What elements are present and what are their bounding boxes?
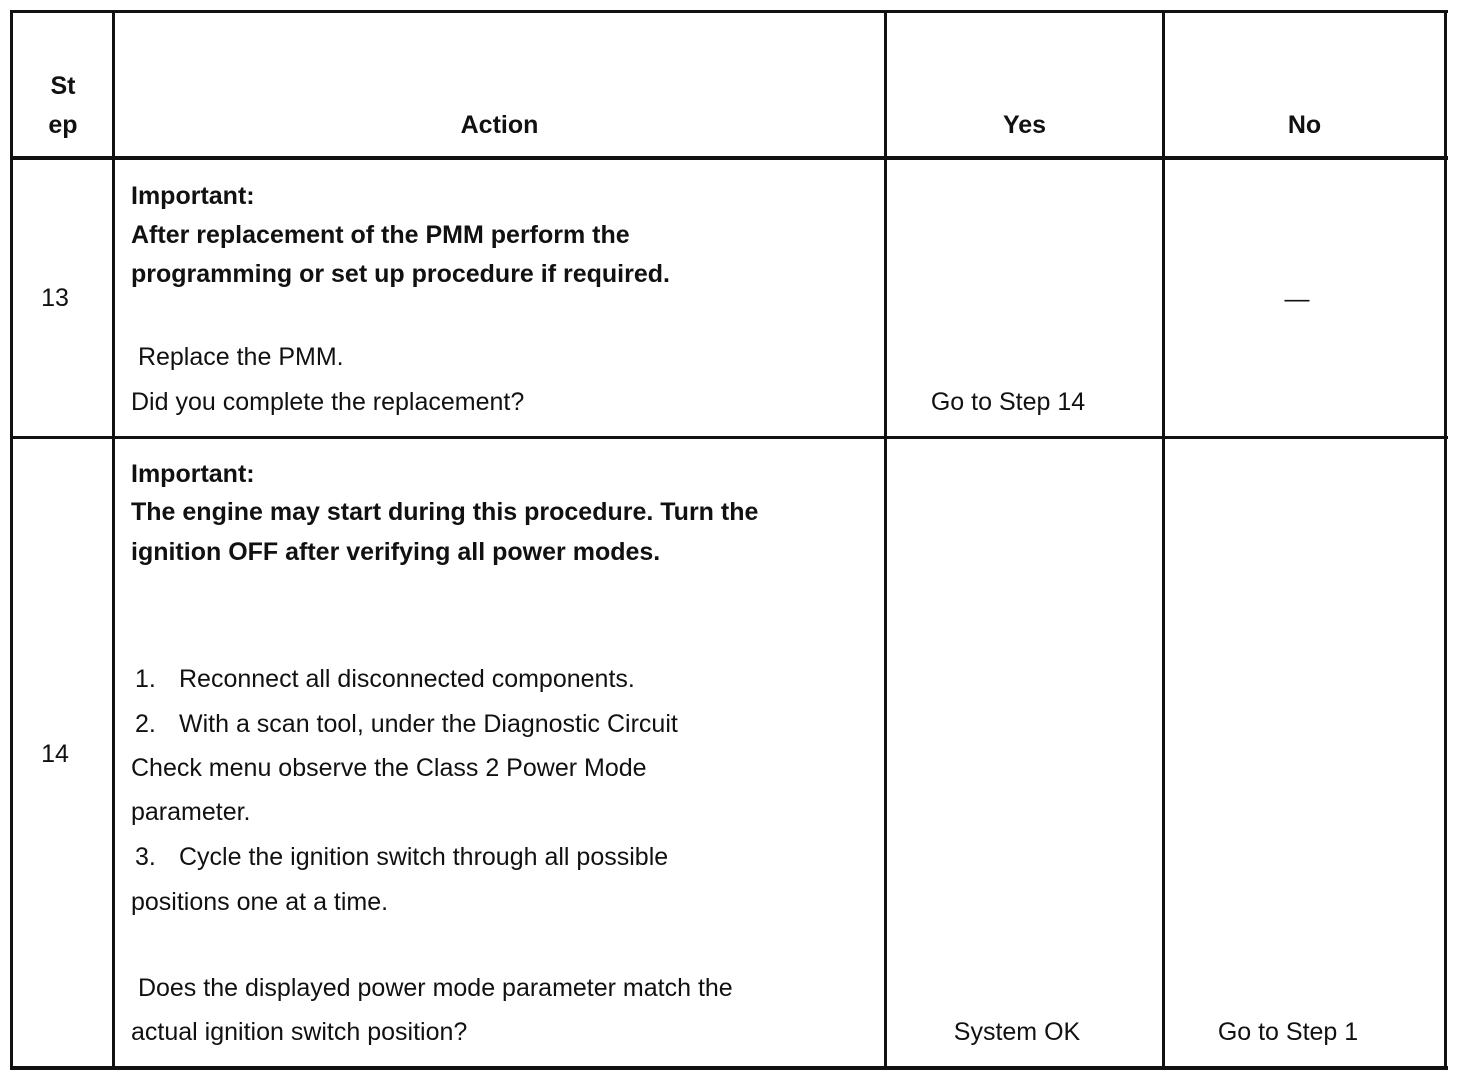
- row-divider: [10, 436, 1448, 439]
- list-item-continuation: parameter.: [131, 798, 251, 826]
- list-number: 2.: [135, 710, 156, 738]
- list-item-text: With a scan tool, under the Diagnostic Circuit: [179, 710, 678, 738]
- column-divider-step: [112, 10, 115, 1070]
- header-action: Action: [460, 111, 539, 139]
- important-label: Important:: [131, 460, 255, 488]
- table-top-border: [10, 10, 1448, 13]
- list-item-continuation: Check menu observe the Class 2 Power Mode: [131, 754, 647, 782]
- header-step-line1: St: [50, 72, 76, 100]
- action-text-line: Replace the PMM.: [131, 343, 344, 371]
- no-result: Go to Step 1: [1217, 1018, 1359, 1046]
- action-question: actual ignition switch position?: [131, 1018, 468, 1046]
- column-divider-yes: [1162, 10, 1165, 1070]
- yes-result: Go to Step 14: [930, 388, 1086, 416]
- action-question: Does the displayed power mode parameter match the: [131, 974, 733, 1002]
- column-divider-action: [884, 10, 887, 1070]
- yes-result: System OK: [953, 1018, 1081, 1046]
- list-item-text: Cycle the ignition switch through all possible: [179, 843, 669, 871]
- important-label: Important:: [131, 182, 255, 210]
- header-yes: Yes: [1002, 111, 1047, 139]
- list-number: 1.: [135, 665, 156, 693]
- list-number: 3.: [135, 843, 156, 871]
- action-question: Did you complete the replacement?: [131, 388, 525, 416]
- header-step-line2: ep: [48, 111, 78, 139]
- step-number: 13: [41, 284, 69, 312]
- header-bottom-border: [10, 156, 1448, 160]
- header-no: No: [1287, 111, 1322, 139]
- important-text-line: The engine may start during this procedure. Turn the: [131, 498, 759, 526]
- list-item-continuation: positions one at a time.: [131, 888, 389, 916]
- important-text-line: ignition OFF after verifying all power modes.: [131, 538, 661, 566]
- list-item-text: Reconnect all disconnected components.: [179, 665, 635, 693]
- important-text-line: After replacement of the PMM perform the: [131, 221, 630, 249]
- important-text-line: programming or set up procedure if required.: [131, 260, 670, 288]
- table-right-border: [1444, 10, 1447, 1070]
- no-result: —: [1284, 285, 1310, 313]
- table-bottom-border: [10, 1066, 1448, 1070]
- step-number: 14: [41, 740, 69, 768]
- table-left-border: [10, 10, 13, 1070]
